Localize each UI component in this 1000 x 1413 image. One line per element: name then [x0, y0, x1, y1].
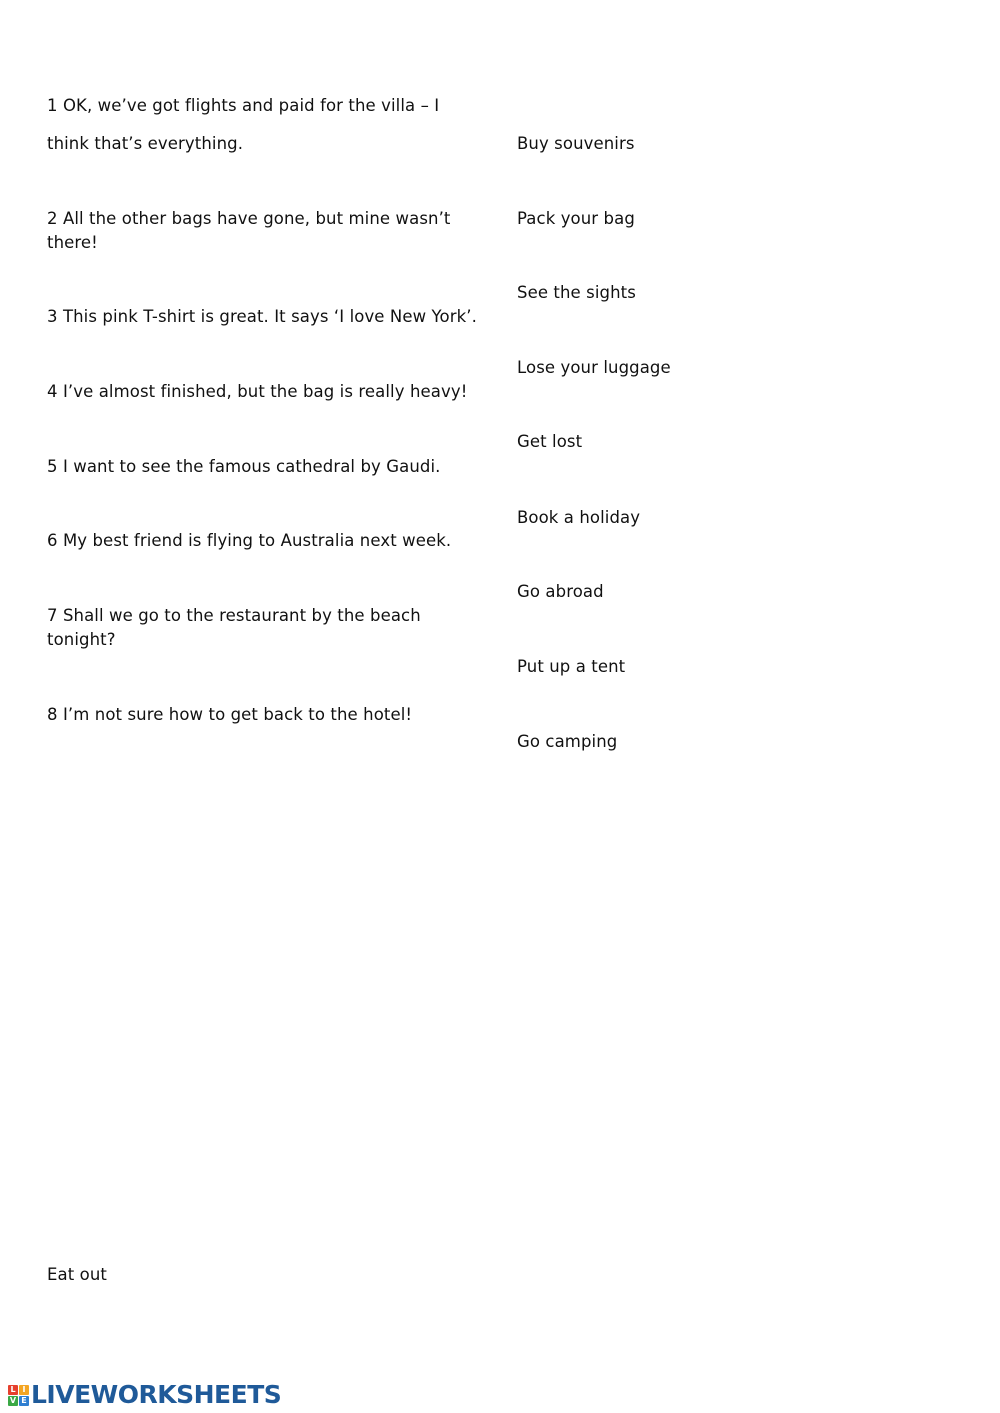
sentence-8: 8 I’m not sure how to get back to the hotel! [47, 705, 413, 724]
sentence-1-line-2: think that’s everything. [47, 134, 244, 153]
logo-tile-e: E [19, 1396, 29, 1406]
sentence-3: 3 This pink T-shirt is great. It says ‘I love New York’. [47, 307, 477, 326]
phrase-buy-souvenirs[interactable]: Buy souvenirs [517, 134, 635, 153]
sentence-6: 6 My best friend is flying to Australia next week. [47, 531, 452, 550]
phrase-get-lost[interactable]: Get lost [517, 432, 583, 451]
sentence-4: 4 I’ve almost finished, but the bag is really heavy! [47, 382, 468, 401]
sentence-7: 7 Shall we go to the restaurant by the beach tonight? [47, 606, 421, 649]
phrase-go-abroad[interactable]: Go abroad [517, 582, 604, 601]
sentence-5: 5 I want to see the famous cathedral by Gaudi. [47, 457, 441, 476]
phrase-book-a-holiday[interactable]: Book a holiday [517, 508, 641, 527]
sentence-2: 2 All the other bags have gone, but mine wasn’t there! [47, 209, 451, 252]
phrase-go-camping[interactable]: Go camping [517, 732, 618, 751]
phrase-pack-your-bag[interactable]: Pack your bag [517, 209, 635, 228]
logo-tiles-icon [8, 1385, 29, 1406]
phrase-eat-out[interactable]: Eat out [47, 1265, 107, 1284]
logo-wordmark: LIVEWORKSHEETS [31, 1380, 282, 1409]
logo-tile-v: V [9, 1395, 17, 1405]
phrase-put-up-a-tent[interactable]: Put up a tent [517, 657, 626, 676]
logo-tile-i: I [19, 1385, 29, 1395]
phrase-lose-your-luggage[interactable]: Lose your luggage [517, 358, 671, 377]
logo-tile-l: L [8, 1385, 18, 1395]
sentence-1-line-1: 1 OK, we’ve got flights and paid for the villa – I [47, 96, 440, 115]
liveworksheets-logo [8, 1381, 281, 1409]
phrase-see-the-sights[interactable]: See the sights [517, 283, 636, 302]
